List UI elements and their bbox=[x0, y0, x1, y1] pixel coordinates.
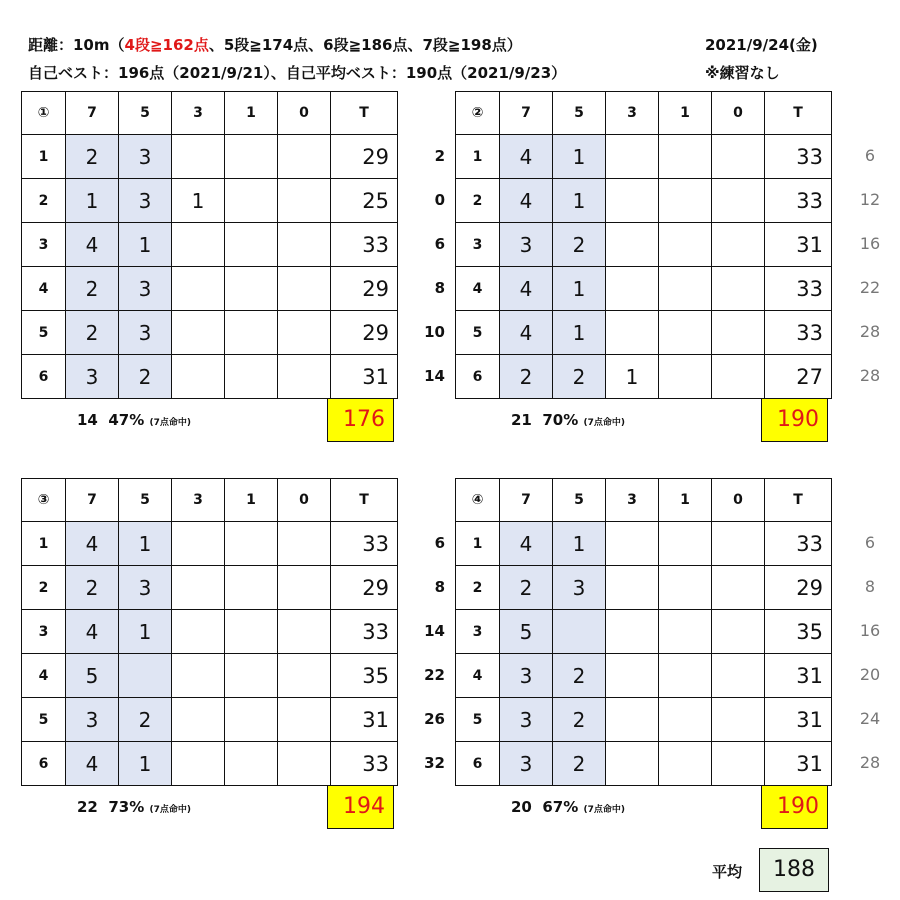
table-row bbox=[22, 610, 398, 654]
count-1 bbox=[225, 698, 278, 742]
diff-value: 10 bbox=[424, 323, 445, 341]
end-number: 6 bbox=[22, 742, 66, 786]
count-0 bbox=[712, 267, 765, 311]
count-0 bbox=[712, 742, 765, 786]
count-3 bbox=[172, 566, 225, 610]
end-number: 5 bbox=[22, 698, 66, 742]
count-3 bbox=[606, 698, 659, 742]
count-3 bbox=[172, 223, 225, 267]
count-1 bbox=[225, 311, 278, 355]
set-total: 190 bbox=[761, 398, 828, 442]
count-1 bbox=[225, 135, 278, 179]
column-header: 5 bbox=[553, 92, 606, 135]
diff-value: 22 bbox=[424, 666, 445, 684]
end-total: 35 bbox=[765, 610, 832, 654]
set-label: ① bbox=[22, 92, 66, 135]
end-number: 2 bbox=[456, 566, 500, 610]
count-3 bbox=[172, 267, 225, 311]
set-label: ② bbox=[456, 92, 500, 135]
count-0 bbox=[712, 223, 765, 267]
hit-count: 14 bbox=[77, 411, 98, 429]
table-row bbox=[22, 355, 398, 399]
count-1 bbox=[659, 698, 712, 742]
count-7: 2 bbox=[66, 267, 119, 311]
table-row bbox=[456, 223, 832, 267]
count-5: 2 bbox=[553, 223, 606, 267]
count-3 bbox=[172, 135, 225, 179]
table-row bbox=[456, 654, 832, 698]
end-number: 5 bbox=[22, 311, 66, 355]
count-5: 1 bbox=[553, 135, 606, 179]
count-7: 2 bbox=[500, 566, 553, 610]
hit-stats bbox=[77, 411, 191, 429]
count-7: 4 bbox=[66, 742, 119, 786]
count-1 bbox=[225, 566, 278, 610]
end-number: 4 bbox=[22, 267, 66, 311]
count-3 bbox=[172, 610, 225, 654]
cumulative-value: 8 bbox=[864, 577, 876, 596]
count-3 bbox=[606, 223, 659, 267]
count-7: 2 bbox=[66, 135, 119, 179]
count-0 bbox=[712, 566, 765, 610]
end-total: 29 bbox=[765, 566, 832, 610]
dan-requirements: 、5段≧174点、6段≧186点、7段≧198点） bbox=[208, 36, 522, 54]
table-row bbox=[22, 698, 398, 742]
end-number: 4 bbox=[456, 267, 500, 311]
count-7: 4 bbox=[66, 610, 119, 654]
score-table-2 bbox=[455, 91, 832, 399]
column-header: 1 bbox=[225, 479, 278, 522]
hit-note: (7点命中) bbox=[149, 805, 191, 815]
count-0 bbox=[278, 355, 331, 399]
count-7: 3 bbox=[500, 223, 553, 267]
end-number: 1 bbox=[22, 522, 66, 566]
count-1 bbox=[225, 654, 278, 698]
set-total: 194 bbox=[327, 785, 394, 829]
score-table-4 bbox=[455, 478, 832, 786]
count-5: 3 bbox=[553, 566, 606, 610]
end-number: 3 bbox=[22, 223, 66, 267]
count-1 bbox=[659, 223, 712, 267]
score-table-1 bbox=[21, 91, 398, 399]
count-5: 1 bbox=[553, 311, 606, 355]
count-5: 3 bbox=[119, 566, 172, 610]
end-total: 33 bbox=[331, 223, 398, 267]
cumulative-value: 12 bbox=[859, 190, 881, 209]
table-row bbox=[456, 566, 832, 610]
hit-stats bbox=[511, 798, 625, 816]
count-3 bbox=[606, 566, 659, 610]
end-number: 6 bbox=[456, 355, 500, 399]
count-5: 1 bbox=[553, 179, 606, 223]
hit-note: (7点命中) bbox=[583, 418, 625, 428]
end-total: 31 bbox=[765, 654, 832, 698]
count-5: 1 bbox=[119, 742, 172, 786]
diff-value: 6 bbox=[434, 534, 445, 552]
count-0 bbox=[278, 698, 331, 742]
end-number: 4 bbox=[22, 654, 66, 698]
count-5: 3 bbox=[119, 135, 172, 179]
end-total: 33 bbox=[331, 522, 398, 566]
hit-count: 20 bbox=[511, 798, 532, 816]
score-table-3 bbox=[21, 478, 398, 786]
table-row bbox=[456, 610, 832, 654]
cumulative-value: 16 bbox=[859, 621, 881, 640]
diff-value: 8 bbox=[434, 279, 445, 297]
count-7: 3 bbox=[500, 698, 553, 742]
hit-stats bbox=[77, 798, 191, 816]
practice-note: ※練習なし bbox=[705, 64, 780, 82]
column-header: 5 bbox=[553, 479, 606, 522]
dan4-requirement: 4段≧162点 bbox=[124, 36, 209, 54]
count-7: 4 bbox=[500, 311, 553, 355]
count-1 bbox=[659, 355, 712, 399]
count-5: 1 bbox=[553, 267, 606, 311]
cumulative-value: 16 bbox=[859, 234, 881, 253]
cumulative-value: 24 bbox=[859, 709, 881, 728]
table-row bbox=[456, 698, 832, 742]
hit-percent: 73% bbox=[108, 798, 145, 816]
table-row bbox=[456, 135, 832, 179]
count-0 bbox=[278, 742, 331, 786]
count-7: 5 bbox=[500, 610, 553, 654]
count-7: 4 bbox=[66, 223, 119, 267]
count-7: 5 bbox=[66, 654, 119, 698]
count-5: 2 bbox=[553, 742, 606, 786]
diff-value: 6 bbox=[434, 235, 445, 253]
count-7: 1 bbox=[66, 179, 119, 223]
diff-value: 14 bbox=[424, 367, 445, 385]
count-3 bbox=[606, 654, 659, 698]
hit-percent: 47% bbox=[108, 411, 145, 429]
count-7: 4 bbox=[66, 522, 119, 566]
end-total: 35 bbox=[331, 654, 398, 698]
table-row bbox=[22, 223, 398, 267]
count-0 bbox=[278, 179, 331, 223]
count-3 bbox=[606, 135, 659, 179]
count-0 bbox=[278, 135, 331, 179]
count-1 bbox=[659, 742, 712, 786]
cumulative-value: 28 bbox=[859, 366, 881, 385]
set-total: 190 bbox=[761, 785, 828, 829]
count-3 bbox=[606, 522, 659, 566]
cumulative-value: 28 bbox=[859, 322, 881, 341]
diff-value: 14 bbox=[424, 622, 445, 640]
end-total: 33 bbox=[765, 179, 832, 223]
count-7: 2 bbox=[66, 566, 119, 610]
cumulative-value: 22 bbox=[859, 278, 881, 297]
count-0 bbox=[712, 654, 765, 698]
count-5: 2 bbox=[553, 654, 606, 698]
count-0 bbox=[278, 522, 331, 566]
end-total: 29 bbox=[331, 566, 398, 610]
count-5: 1 bbox=[119, 223, 172, 267]
diff-value: 8 bbox=[434, 578, 445, 596]
average-value: 188 bbox=[759, 848, 829, 892]
end-total: 33 bbox=[765, 267, 832, 311]
table-row bbox=[456, 311, 832, 355]
count-7: 3 bbox=[500, 742, 553, 786]
count-5: 2 bbox=[553, 698, 606, 742]
end-total: 29 bbox=[331, 135, 398, 179]
end-total: 31 bbox=[765, 742, 832, 786]
count-1 bbox=[225, 610, 278, 654]
count-5 bbox=[553, 610, 606, 654]
table-row bbox=[456, 522, 832, 566]
cumulative-value: 6 bbox=[864, 146, 876, 165]
count-0 bbox=[278, 223, 331, 267]
set-label: ④ bbox=[456, 479, 500, 522]
table-row bbox=[456, 179, 832, 223]
column-header: 0 bbox=[278, 92, 331, 135]
hit-stats bbox=[511, 411, 625, 429]
count-1 bbox=[225, 223, 278, 267]
table-row bbox=[22, 654, 398, 698]
cumulative-value: 20 bbox=[859, 665, 881, 684]
count-1 bbox=[225, 267, 278, 311]
cumulative-value: 6 bbox=[864, 533, 876, 552]
end-number: 6 bbox=[22, 355, 66, 399]
count-5: 3 bbox=[119, 311, 172, 355]
end-number: 2 bbox=[22, 179, 66, 223]
column-header: 1 bbox=[225, 92, 278, 135]
count-7: 2 bbox=[500, 355, 553, 399]
count-0 bbox=[712, 355, 765, 399]
count-0 bbox=[278, 267, 331, 311]
count-7: 4 bbox=[500, 135, 553, 179]
distance-label: 距離：10m（ bbox=[28, 36, 125, 54]
hit-note: (7点命中) bbox=[583, 805, 625, 815]
end-total: 29 bbox=[331, 311, 398, 355]
column-header: 3 bbox=[606, 92, 659, 135]
table-row bbox=[456, 742, 832, 786]
count-5: 3 bbox=[119, 179, 172, 223]
count-1 bbox=[225, 742, 278, 786]
count-1 bbox=[225, 522, 278, 566]
column-header: 5 bbox=[119, 479, 172, 522]
diff-value: 0 bbox=[434, 191, 445, 209]
count-0 bbox=[278, 566, 331, 610]
count-0 bbox=[712, 179, 765, 223]
count-5: 1 bbox=[553, 522, 606, 566]
count-3: 1 bbox=[172, 179, 225, 223]
count-3 bbox=[172, 355, 225, 399]
column-header: 0 bbox=[712, 92, 765, 135]
count-7: 3 bbox=[66, 355, 119, 399]
end-number: 3 bbox=[456, 610, 500, 654]
count-0 bbox=[278, 311, 331, 355]
end-number: 2 bbox=[22, 566, 66, 610]
count-1 bbox=[659, 610, 712, 654]
column-header: T bbox=[331, 92, 398, 135]
date-label: 2021/9/24(金) bbox=[705, 36, 818, 54]
column-header: 1 bbox=[659, 92, 712, 135]
column-header: T bbox=[331, 479, 398, 522]
column-header: 7 bbox=[66, 479, 119, 522]
end-total: 33 bbox=[331, 610, 398, 654]
hit-count: 21 bbox=[511, 411, 532, 429]
table-row bbox=[22, 522, 398, 566]
count-5: 2 bbox=[119, 698, 172, 742]
count-5 bbox=[119, 654, 172, 698]
count-1 bbox=[659, 566, 712, 610]
count-0 bbox=[712, 522, 765, 566]
end-total: 29 bbox=[331, 267, 398, 311]
column-header: 3 bbox=[172, 92, 225, 135]
end-total: 33 bbox=[765, 135, 832, 179]
end-number: 4 bbox=[456, 654, 500, 698]
table-row bbox=[22, 179, 398, 223]
column-header: 1 bbox=[659, 479, 712, 522]
set-label: ③ bbox=[22, 479, 66, 522]
hit-percent: 70% bbox=[542, 411, 579, 429]
column-header: 0 bbox=[278, 479, 331, 522]
count-1 bbox=[659, 267, 712, 311]
column-header: 7 bbox=[500, 479, 553, 522]
count-3 bbox=[172, 742, 225, 786]
count-0 bbox=[278, 654, 331, 698]
diff-value: 26 bbox=[424, 710, 445, 728]
end-number: 2 bbox=[456, 179, 500, 223]
hit-note: (7点命中) bbox=[149, 418, 191, 428]
count-0 bbox=[712, 135, 765, 179]
count-1 bbox=[659, 654, 712, 698]
count-7: 3 bbox=[66, 698, 119, 742]
end-number: 5 bbox=[456, 698, 500, 742]
count-3 bbox=[606, 742, 659, 786]
table-row bbox=[22, 566, 398, 610]
end-total: 31 bbox=[331, 698, 398, 742]
end-total: 27 bbox=[765, 355, 832, 399]
end-number: 3 bbox=[456, 223, 500, 267]
diff-value: 32 bbox=[424, 754, 445, 772]
hit-percent: 67% bbox=[542, 798, 579, 816]
column-header: 3 bbox=[172, 479, 225, 522]
count-1 bbox=[659, 522, 712, 566]
count-3 bbox=[606, 610, 659, 654]
table-row bbox=[22, 135, 398, 179]
column-header: 3 bbox=[606, 479, 659, 522]
count-5: 2 bbox=[119, 355, 172, 399]
count-1 bbox=[659, 179, 712, 223]
distance-requirements bbox=[28, 34, 522, 55]
count-3 bbox=[172, 654, 225, 698]
count-3 bbox=[606, 311, 659, 355]
column-header: 7 bbox=[500, 92, 553, 135]
end-total: 25 bbox=[331, 179, 398, 223]
count-0 bbox=[712, 698, 765, 742]
column-header: 0 bbox=[712, 479, 765, 522]
end-number: 6 bbox=[456, 742, 500, 786]
column-header: T bbox=[765, 479, 832, 522]
count-0 bbox=[712, 311, 765, 355]
cumulative-value: 28 bbox=[859, 753, 881, 772]
end-number: 5 bbox=[456, 311, 500, 355]
end-number: 1 bbox=[456, 522, 500, 566]
diff-value: 2 bbox=[434, 147, 445, 165]
count-3 bbox=[172, 698, 225, 742]
count-3 bbox=[606, 267, 659, 311]
count-0 bbox=[712, 610, 765, 654]
end-total: 33 bbox=[765, 522, 832, 566]
personal-best: 自己ベスト：196点（2021/9/21）、自己平均ベスト：190点（2021/9/23） bbox=[28, 64, 567, 82]
table-row bbox=[22, 267, 398, 311]
count-1 bbox=[225, 179, 278, 223]
table-row bbox=[456, 267, 832, 311]
count-5: 2 bbox=[553, 355, 606, 399]
count-7: 4 bbox=[500, 179, 553, 223]
count-3 bbox=[172, 522, 225, 566]
end-number: 3 bbox=[22, 610, 66, 654]
count-7: 2 bbox=[66, 311, 119, 355]
column-header: T bbox=[765, 92, 832, 135]
end-number: 1 bbox=[456, 135, 500, 179]
table-row bbox=[22, 742, 398, 786]
count-3 bbox=[606, 179, 659, 223]
end-total: 31 bbox=[765, 698, 832, 742]
count-1 bbox=[225, 355, 278, 399]
end-total: 33 bbox=[331, 742, 398, 786]
end-total: 31 bbox=[765, 223, 832, 267]
table-row bbox=[456, 355, 832, 399]
count-5: 1 bbox=[119, 610, 172, 654]
count-1 bbox=[659, 135, 712, 179]
column-header: 5 bbox=[119, 92, 172, 135]
end-total: 31 bbox=[331, 355, 398, 399]
set-total: 176 bbox=[327, 398, 394, 442]
count-7: 4 bbox=[500, 522, 553, 566]
end-number: 1 bbox=[22, 135, 66, 179]
end-total: 33 bbox=[765, 311, 832, 355]
average-label: 平均 bbox=[712, 863, 743, 881]
count-0 bbox=[278, 610, 331, 654]
count-5: 3 bbox=[119, 267, 172, 311]
count-7: 4 bbox=[500, 267, 553, 311]
table-row bbox=[22, 311, 398, 355]
count-7: 3 bbox=[500, 654, 553, 698]
count-1 bbox=[659, 311, 712, 355]
hit-count: 22 bbox=[77, 798, 98, 816]
column-header: 7 bbox=[66, 92, 119, 135]
count-5: 1 bbox=[119, 522, 172, 566]
count-3 bbox=[172, 311, 225, 355]
count-3: 1 bbox=[606, 355, 659, 399]
